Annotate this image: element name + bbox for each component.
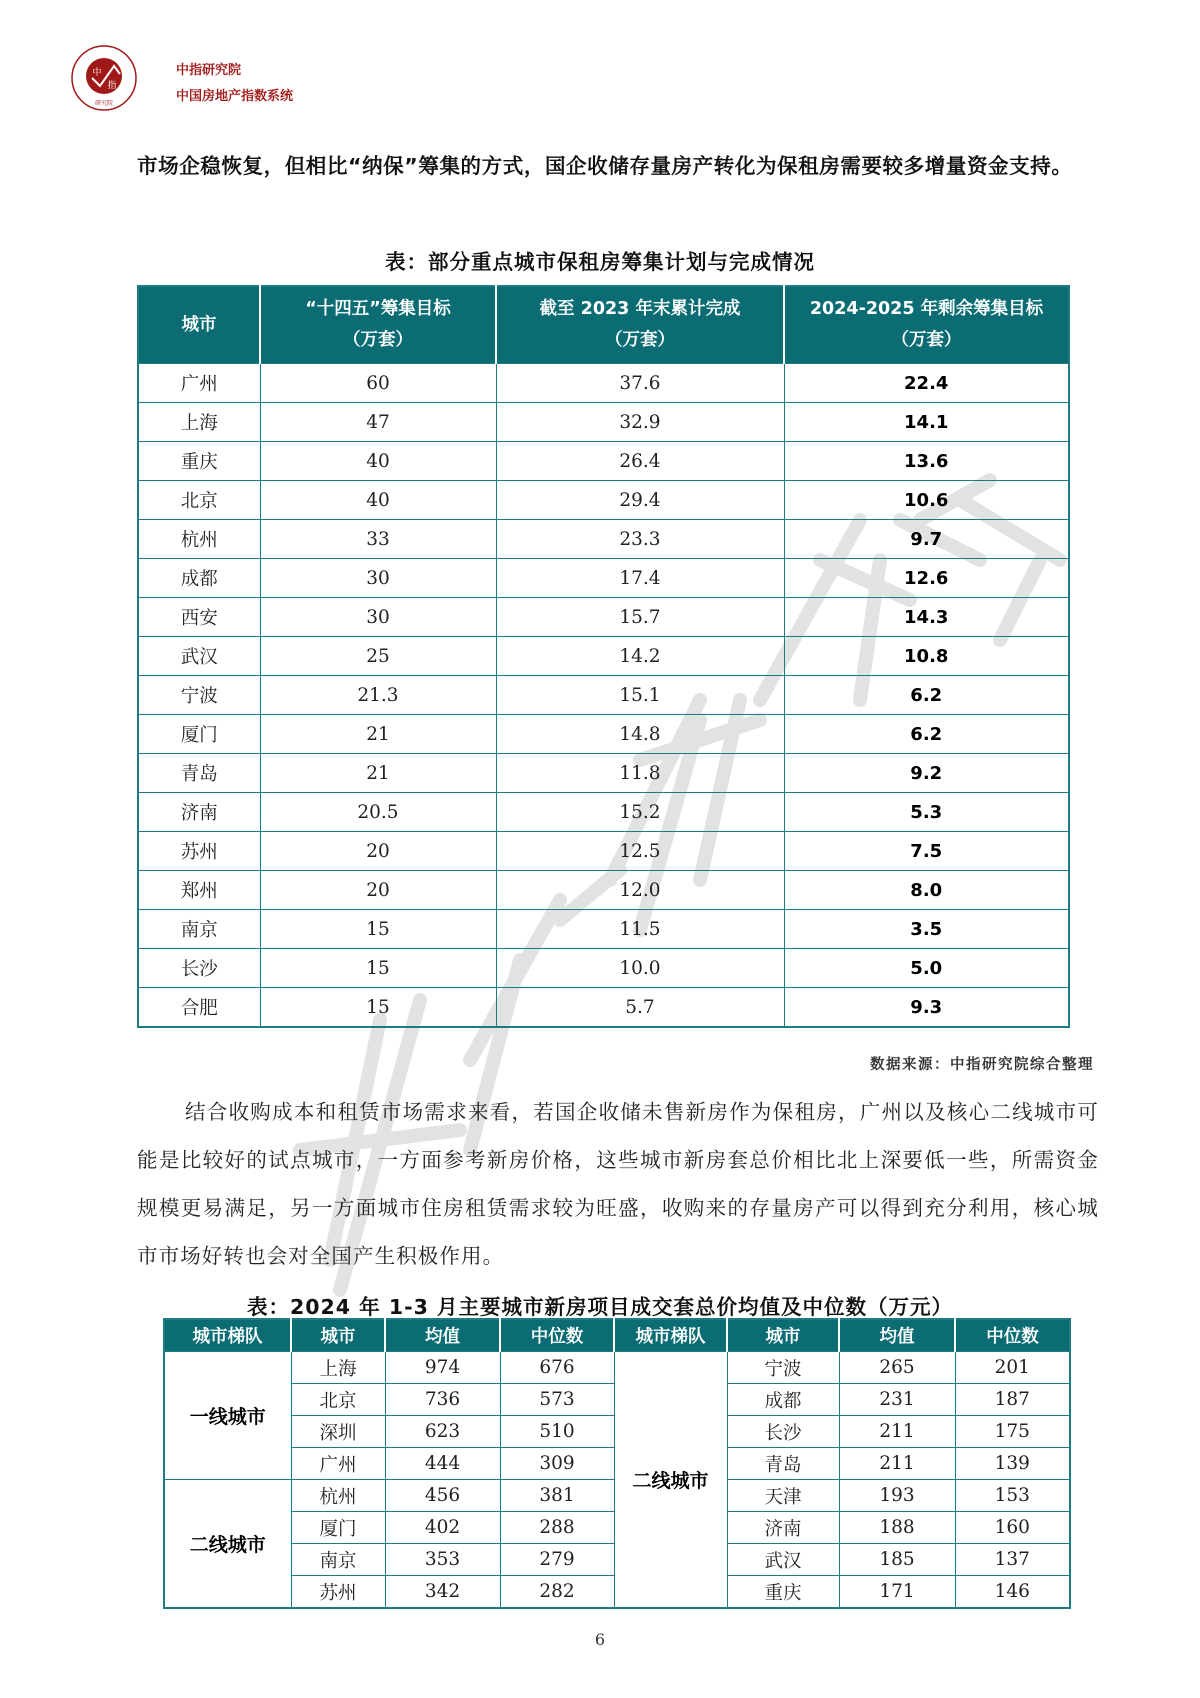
remaining-cell: 14.3 bbox=[784, 598, 1069, 637]
mean-cell: 193 bbox=[839, 1480, 955, 1512]
target-cell: 20.5 bbox=[260, 793, 496, 832]
remaining-cell: 10.6 bbox=[784, 481, 1069, 520]
target-cell: 30 bbox=[260, 598, 496, 637]
completed-cell: 12.0 bbox=[496, 871, 784, 910]
column-header-city: 城市 bbox=[138, 286, 260, 364]
svg-text:研究院: 研究院 bbox=[94, 100, 114, 107]
table-row bbox=[138, 949, 1069, 988]
mean-cell: 231 bbox=[839, 1384, 955, 1416]
city-cell: 青岛 bbox=[138, 754, 260, 793]
median-cell: 282 bbox=[500, 1576, 614, 1609]
mean-cell: 444 bbox=[385, 1448, 500, 1480]
completed-cell: 5.7 bbox=[496, 988, 784, 1028]
target-cell: 60 bbox=[260, 364, 496, 403]
table-row bbox=[138, 676, 1069, 715]
completed-cell: 26.4 bbox=[496, 442, 784, 481]
city-cell: 宁波 bbox=[727, 1352, 839, 1384]
city-cell: 成都 bbox=[138, 559, 260, 598]
target-cell: 40 bbox=[260, 442, 496, 481]
median-cell: 153 bbox=[955, 1480, 1070, 1512]
tier-cell: 一线城市 bbox=[164, 1352, 291, 1480]
table-row bbox=[138, 715, 1069, 754]
target-cell: 15 bbox=[260, 910, 496, 949]
target-cell: 40 bbox=[260, 481, 496, 520]
remaining-cell: 8.0 bbox=[784, 871, 1069, 910]
mean-cell: 456 bbox=[385, 1480, 500, 1512]
column-header-tier: 城市梯队 bbox=[614, 1319, 727, 1352]
median-cell: 175 bbox=[955, 1416, 1070, 1448]
median-cell: 309 bbox=[500, 1448, 614, 1480]
completed-cell: 23.3 bbox=[496, 520, 784, 559]
city-cell: 南京 bbox=[291, 1544, 385, 1576]
median-cell: 279 bbox=[500, 1544, 614, 1576]
mean-cell: 211 bbox=[839, 1448, 955, 1480]
data-source-note: 数据来源：中指研究院综合整理 bbox=[870, 1057, 1094, 1073]
city-cell: 合肥 bbox=[138, 988, 260, 1028]
completed-cell: 15.7 bbox=[496, 598, 784, 637]
table2-caption: 表：2024 年 1-3 月主要城市新房项目成交套总价均值及中位数（万元） bbox=[246, 1295, 953, 1319]
table-row bbox=[138, 442, 1069, 481]
target-cell: 33 bbox=[260, 520, 496, 559]
rental-housing-plan-table bbox=[137, 285, 1070, 1028]
completed-cell: 14.2 bbox=[496, 637, 784, 676]
city-cell: 北京 bbox=[138, 481, 260, 520]
column-header-mean: 均值 bbox=[385, 1319, 500, 1352]
system-name: 中国房地产指数系统 bbox=[176, 89, 294, 104]
table-row bbox=[138, 793, 1069, 832]
target-cell: 21.3 bbox=[260, 676, 496, 715]
city-cell: 宁波 bbox=[138, 676, 260, 715]
remaining-cell: 10.8 bbox=[784, 637, 1069, 676]
mean-cell: 211 bbox=[839, 1416, 955, 1448]
table1-caption: 表：部分重点城市保租房筹集计划与完成情况 bbox=[385, 250, 815, 274]
completed-cell: 15.1 bbox=[496, 676, 784, 715]
completed-cell: 37.6 bbox=[496, 364, 784, 403]
target-cell: 47 bbox=[260, 403, 496, 442]
table-header-row bbox=[164, 1319, 1070, 1352]
city-cell: 济南 bbox=[727, 1512, 839, 1544]
city-cell: 长沙 bbox=[138, 949, 260, 988]
median-cell: 146 bbox=[955, 1576, 1070, 1609]
completed-cell: 11.8 bbox=[496, 754, 784, 793]
remaining-cell: 7.5 bbox=[784, 832, 1069, 871]
median-cell: 381 bbox=[500, 1480, 614, 1512]
city-cell: 上海 bbox=[138, 403, 260, 442]
china-index-academy-logo-icon bbox=[70, 44, 138, 112]
table-row bbox=[138, 403, 1069, 442]
completed-cell: 14.8 bbox=[496, 715, 784, 754]
table-row bbox=[138, 988, 1069, 1028]
remaining-cell: 13.6 bbox=[784, 442, 1069, 481]
city-cell: 青岛 bbox=[727, 1448, 839, 1480]
remaining-cell: 9.7 bbox=[784, 520, 1069, 559]
city-cell: 南京 bbox=[138, 910, 260, 949]
column-header-remaining: 2024-2025 年剩余筹集目标 （万套） bbox=[784, 286, 1069, 364]
completed-cell: 17.4 bbox=[496, 559, 784, 598]
target-cell: 30 bbox=[260, 559, 496, 598]
city-cell: 济南 bbox=[138, 793, 260, 832]
table-row bbox=[138, 520, 1069, 559]
table-row bbox=[138, 598, 1069, 637]
completed-cell: 15.2 bbox=[496, 793, 784, 832]
column-header-tier: 城市梯队 bbox=[164, 1319, 291, 1352]
table-row bbox=[138, 871, 1069, 910]
city-cell: 杭州 bbox=[138, 520, 260, 559]
city-cell: 武汉 bbox=[727, 1544, 839, 1576]
mean-cell: 623 bbox=[385, 1416, 500, 1448]
table-row bbox=[138, 910, 1069, 949]
city-cell: 厦门 bbox=[291, 1512, 385, 1544]
svg-text:指: 指 bbox=[107, 81, 117, 91]
body-paragraph: 结合收购成本和租赁市场需求来看，若国企收储未售新房作为保租房，广州以及核心二线城市可能是比较好的试点城市，一方面参考新房价格，这些城市新房套总价相比北上深要低一些，所需资金规模更易满足，另一方面城市住房租赁需求较为旺盛，收购来的存量房产可以得到充分利用，核心城市市场好转也会对全国产生积极作用。 bbox=[137, 1100, 1099, 1268]
city-cell: 上海 bbox=[291, 1352, 385, 1384]
mean-cell: 402 bbox=[385, 1512, 500, 1544]
city-cell: 重庆 bbox=[727, 1576, 839, 1609]
remaining-cell: 5.3 bbox=[784, 793, 1069, 832]
city-cell: 杭州 bbox=[291, 1480, 385, 1512]
completed-cell: 32.9 bbox=[496, 403, 784, 442]
target-cell: 15 bbox=[260, 988, 496, 1028]
table-row bbox=[138, 559, 1069, 598]
tier-cell: 二线城市 bbox=[164, 1480, 291, 1609]
target-cell: 20 bbox=[260, 832, 496, 871]
target-cell: 15 bbox=[260, 949, 496, 988]
remaining-cell: 6.2 bbox=[784, 676, 1069, 715]
column-header-city: 城市 bbox=[291, 1319, 385, 1352]
table-header-row bbox=[138, 286, 1069, 364]
column-header-median: 中位数 bbox=[500, 1319, 614, 1352]
mean-cell: 185 bbox=[839, 1544, 955, 1576]
mean-cell: 353 bbox=[385, 1544, 500, 1576]
column-header-completed: 截至 2023 年末累计完成 （万套） bbox=[496, 286, 784, 364]
table-row bbox=[138, 754, 1069, 793]
remaining-cell: 12.6 bbox=[784, 559, 1069, 598]
median-cell: 573 bbox=[500, 1384, 614, 1416]
column-header-mean: 均值 bbox=[839, 1319, 955, 1352]
mean-cell: 188 bbox=[839, 1512, 955, 1544]
mean-cell: 171 bbox=[839, 1576, 955, 1609]
column-header-city: 城市 bbox=[727, 1319, 839, 1352]
city-cell: 苏州 bbox=[138, 832, 260, 871]
remaining-cell: 9.3 bbox=[784, 988, 1069, 1028]
remaining-cell: 9.2 bbox=[784, 754, 1069, 793]
city-cell: 苏州 bbox=[291, 1576, 385, 1609]
median-cell: 201 bbox=[955, 1352, 1070, 1384]
target-cell: 21 bbox=[260, 754, 496, 793]
mean-cell: 974 bbox=[385, 1352, 500, 1384]
target-cell: 21 bbox=[260, 715, 496, 754]
org-name: 中指研究院 bbox=[176, 63, 242, 78]
completed-cell: 29.4 bbox=[496, 481, 784, 520]
city-cell: 重庆 bbox=[138, 442, 260, 481]
tier-cell: 二线城市 bbox=[614, 1352, 727, 1609]
median-cell: 160 bbox=[955, 1512, 1070, 1544]
city-cell: 成都 bbox=[727, 1384, 839, 1416]
city-cell: 厦门 bbox=[138, 715, 260, 754]
city-cell: 长沙 bbox=[727, 1416, 839, 1448]
city-cell: 广州 bbox=[291, 1448, 385, 1480]
city-cell: 武汉 bbox=[138, 637, 260, 676]
mean-cell: 342 bbox=[385, 1576, 500, 1609]
table-row bbox=[138, 637, 1069, 676]
median-cell: 187 bbox=[955, 1384, 1070, 1416]
median-cell: 288 bbox=[500, 1512, 614, 1544]
median-cell: 510 bbox=[500, 1416, 614, 1448]
remaining-cell: 3.5 bbox=[784, 910, 1069, 949]
city-cell: 天津 bbox=[727, 1480, 839, 1512]
table-row bbox=[138, 364, 1069, 403]
completed-cell: 10.0 bbox=[496, 949, 784, 988]
remaining-cell: 6.2 bbox=[784, 715, 1069, 754]
median-cell: 676 bbox=[500, 1352, 614, 1384]
city-cell: 郑州 bbox=[138, 871, 260, 910]
median-cell: 137 bbox=[955, 1544, 1070, 1576]
completed-cell: 12.5 bbox=[496, 832, 784, 871]
page-number: 6 bbox=[594, 1630, 606, 1649]
intro-paragraph: 市场企稳恢复，但相比“纳保”筹集的方式，国企收储存量房产转化为保租房需要较多增量资金支持。 bbox=[137, 154, 1073, 178]
city-cell: 广州 bbox=[138, 364, 260, 403]
target-cell: 20 bbox=[260, 871, 496, 910]
completed-cell: 11.5 bbox=[496, 910, 784, 949]
city-cell: 深圳 bbox=[291, 1416, 385, 1448]
new-home-price-table bbox=[163, 1318, 1071, 1609]
brand-block bbox=[176, 58, 476, 110]
remaining-cell: 14.1 bbox=[784, 403, 1069, 442]
column-header-median: 中位数 bbox=[955, 1319, 1070, 1352]
column-header-target: “十四五”筹集目标 （万套） bbox=[260, 286, 496, 364]
remaining-cell: 22.4 bbox=[784, 364, 1069, 403]
svg-text:中: 中 bbox=[92, 68, 102, 78]
target-cell: 25 bbox=[260, 637, 496, 676]
remaining-cell: 5.0 bbox=[784, 949, 1069, 988]
city-cell: 西安 bbox=[138, 598, 260, 637]
table-row bbox=[164, 1352, 1070, 1384]
city-cell: 北京 bbox=[291, 1384, 385, 1416]
median-cell: 139 bbox=[955, 1448, 1070, 1480]
mean-cell: 265 bbox=[839, 1352, 955, 1384]
table-row bbox=[138, 832, 1069, 871]
mean-cell: 736 bbox=[385, 1384, 500, 1416]
table-row bbox=[138, 481, 1069, 520]
